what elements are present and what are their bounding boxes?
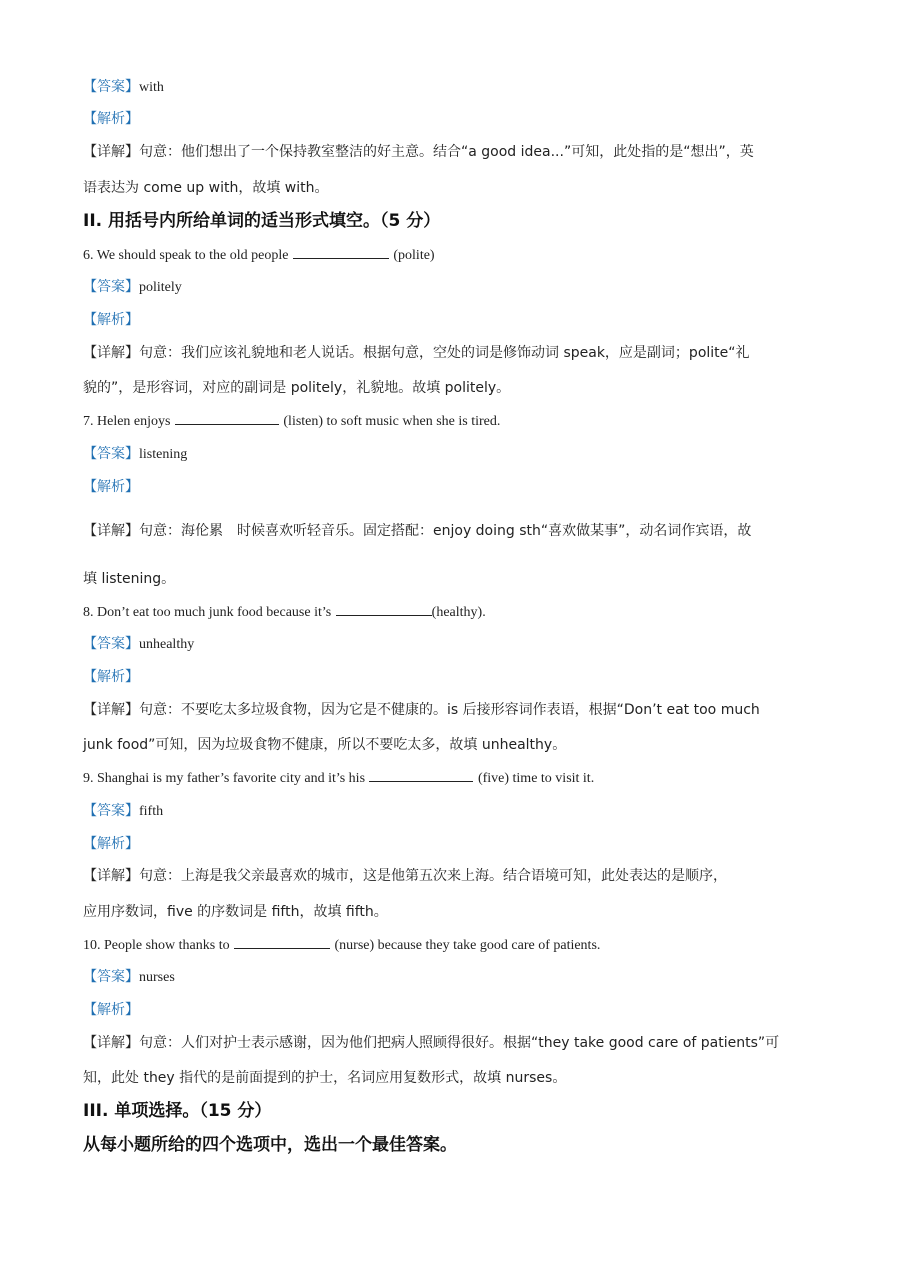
- question-10: [83, 936, 600, 955]
- detail-text: 句意：海伦累 时候喜欢听轻音乐。固定搭配：enjoy doing sth“喜欢做某事”，动名词作宾语，故: [139, 523, 752, 539]
- analysis-line: [83, 668, 139, 686]
- detail-tag: 【详解】: [83, 1035, 139, 1051]
- question-7: [83, 412, 500, 431]
- answer-tag: 【答案】: [83, 79, 139, 95]
- analysis-line: [83, 478, 139, 496]
- detail-text: junk food”可知，因为垃圾食物不健康，所以不要吃太多，故填 unhealthy。: [83, 737, 567, 753]
- question-9: [83, 769, 594, 788]
- question-8: [83, 603, 486, 622]
- detail-text: 句意：上海是我父亲最喜欢的城市，这是他第五次来上海。结合语境可知，此处表达的是顺序，: [139, 868, 727, 884]
- detail-tag: 【详解】: [83, 144, 139, 160]
- analysis-tag: 【解析】: [83, 479, 139, 495]
- detail-line: [83, 867, 727, 885]
- answer-blank: [293, 246, 389, 259]
- detail-tag: 【详解】: [83, 345, 139, 361]
- answer-blank: [336, 603, 432, 616]
- answer-line: [83, 968, 175, 987]
- detail-text: 填 listening。: [83, 571, 176, 587]
- question-text: 6. We should speak to the old people: [83, 248, 289, 263]
- detail-text: 语表达为 come up with，故填 with。: [83, 180, 329, 196]
- detail-line: [83, 143, 754, 161]
- detail-text: 句意：他们想出了一个保持教室整洁的好主意。结合“a good idea...”可知，此处指的是“想出”，英: [139, 144, 754, 160]
- detail-text: 句意：人们对护士表示感谢，因为他们把病人照顾得很好。根据“they take good care of patients”可: [139, 1035, 780, 1051]
- analysis-tag: 【解析】: [83, 1002, 139, 1018]
- detail-line-continued: [83, 903, 388, 921]
- question-hint: (nurse) because they take good care of patients.: [334, 938, 601, 953]
- detail-line: [83, 1034, 779, 1052]
- answer-blank: [369, 769, 473, 782]
- analysis-line: [83, 311, 139, 329]
- question-hint: (five) time to visit it.: [477, 771, 595, 786]
- detail-line: [83, 701, 760, 719]
- question-hint: (healthy).: [431, 605, 486, 620]
- answer-tag: 【答案】: [83, 279, 139, 295]
- detail-tag: 【详解】: [83, 523, 139, 539]
- detail-text: 应用序数词，five 的序数词是 fifth，故填 fifth。: [83, 904, 388, 920]
- analysis-tag: 【解析】: [83, 111, 139, 127]
- answer-line: [83, 445, 187, 464]
- detail-line-continued: [83, 1069, 566, 1087]
- analysis-tag: 【解析】: [83, 836, 139, 852]
- section-heading: II. 用括号内所给单词的适当形式填空。（5 分）: [83, 211, 441, 231]
- answer-text: unhealthy: [139, 637, 195, 652]
- question-text: 10. People show thanks to: [83, 938, 230, 953]
- detail-line: [83, 522, 751, 540]
- detail-line-continued: [83, 736, 566, 754]
- answer-text: with: [139, 80, 164, 95]
- question-hint: (listen) to soft music when she is tired.: [283, 414, 501, 429]
- answer-text: nurses: [139, 970, 175, 985]
- analysis-line: [83, 1001, 139, 1019]
- detail-text: 貌的”，是形容词，对应的副词是 politely，礼貌地。故填 politely。: [83, 380, 511, 396]
- answer-line: [83, 635, 194, 654]
- detail-text: 句意：我们应该礼貌地和老人说话。根据句意，空处的词是修饰动词 speak，应是副词；polite“礼: [139, 345, 750, 361]
- answer-tag: 【答案】: [83, 969, 139, 985]
- analysis-line: [83, 835, 139, 853]
- detail-line-continued: [83, 179, 328, 197]
- question-text: 8. Don’t eat too much junk food because it’s: [83, 605, 332, 620]
- detail-text: 知，此处 they 指代的是前面提到的护士，名词应用复数形式，故填 nurses。: [83, 1070, 567, 1086]
- analysis-line: [83, 110, 139, 128]
- answer-line: [83, 78, 164, 97]
- detail-text: 句意：不要吃太多垃圾食物，因为它是不健康的。is 后接形容词作表语，根据“Don’t eat too much: [139, 702, 760, 718]
- section-instruction: 从每小题所给的四个选项中，选出一个最佳答案。: [83, 1135, 457, 1155]
- detail-line-continued: [83, 570, 175, 588]
- answer-blank: [234, 936, 330, 949]
- answer-text: politely: [139, 280, 182, 295]
- detail-tag: 【详解】: [83, 702, 139, 718]
- answer-line: [83, 278, 182, 297]
- answer-tag: 【答案】: [83, 446, 139, 462]
- answer-tag: 【答案】: [83, 803, 139, 819]
- answer-line: [83, 802, 163, 821]
- analysis-tag: 【解析】: [83, 312, 139, 328]
- answer-text: fifth: [139, 804, 164, 819]
- analysis-tag: 【解析】: [83, 669, 139, 685]
- question-6: [83, 246, 435, 265]
- question-hint: (polite): [393, 248, 435, 263]
- question-text: 9. Shanghai is my father’s favorite city and it’s his: [83, 771, 366, 786]
- answer-text: listening: [139, 447, 188, 462]
- detail-tag: 【详解】: [83, 868, 139, 884]
- section-heading: III. 单项选择。（15 分）: [83, 1101, 272, 1121]
- answer-blank: [175, 412, 279, 425]
- question-text: 7. Helen enjoys: [83, 414, 171, 429]
- answer-tag: 【答案】: [83, 636, 139, 652]
- detail-line: [83, 344, 750, 362]
- detail-line-continued: [83, 379, 510, 397]
